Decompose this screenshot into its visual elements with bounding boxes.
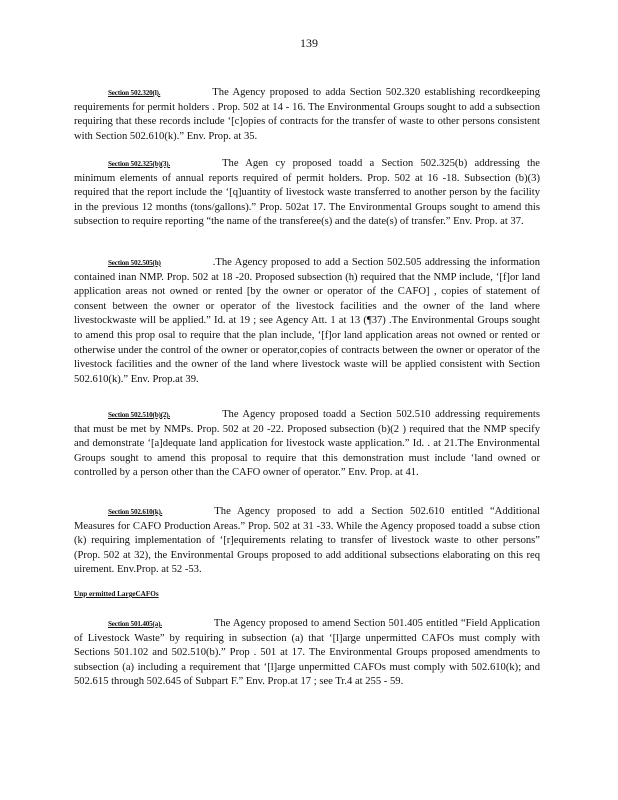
section-heading: Section 502.610(k). — [108, 508, 163, 516]
subsection-heading: Unp ermitted LargeCAFOs — [74, 590, 159, 598]
section-heading: Section 502.325(b)(3). — [108, 160, 171, 168]
paragraph-section-502-510 — [74, 408, 540, 481]
paragraph-section-502-320 — [74, 86, 540, 144]
paragraph-section-502-505 — [74, 256, 540, 387]
paragraph-text: The Agen cy proposed toadd a Section 502.325(b) addressing the minimum elements of annual reports required of permit holders. Prop. 502 at 16 -18. Subsection (b)(3) required that the report include the ‘[q]uantity of livestock waste transferred to another person by the facility in the previous 12 months (tons/gallons).” Prop. 502at 17. The Environmental Groups sought to amend this subsection to require reporting “the name of the transferee(s) and the date(s) of transfer.” Env. Prop. at 37. — [74, 158, 540, 228]
paragraph-text: The Agency proposed toadd a Section 502.510 addressing requirements that must be met by NMPs. Prop. 502 at 20 -22. Proposed subsection (b)(2 ) required that the NMP specify and demonstrate ‘[a]dequate land application for livestock waste application.” Id. . at 21.The Environmental Groups sought to amend this proposal to require that this demonstration must include ‘land owned or controlled by a person other than the CAFO owner of operator.” Env. Prop. at 41. — [74, 409, 540, 479]
section-heading: Section 502.510(b)(2). — [108, 411, 171, 419]
paragraph-text: The Agency proposed to adda Section 502.320 establishing recordkeeping requirements for permit holders . Prop. 502 at 14 - 16. The Environmental Groups sought to add a subsection requiring that these records include ‘[c]opies of contracts for the transfer of waste to other persons consistent with Section 502.610(k).” Env. Prop. at 35. — [74, 87, 540, 142]
section-heading: Section 502.320(l). — [108, 89, 161, 97]
page-number: 139 — [300, 36, 318, 50]
paragraph-text: The Agency proposed to amend Section 501.405 entitled “Field Application of Livestock Waste” by requiring in subsection (a) that ‘[l]arge unpermitted CAFOs must comply with Sections 501.102 and 502.510(b).” Prop . 501 at 17. The Environmental Groups proposed amendments to subsection (a) including a requirement that ‘[l]arge unpermitted CAFOs must comply with 502.610(k); and 502.615 through 502.645 of Subpart F.” Env. Prop.at 17 ; see Tr.4 at 255 - 59. — [74, 618, 540, 688]
section-heading: Section 501.405(a). — [108, 620, 162, 628]
paragraph-section-502-610 — [74, 505, 540, 578]
paragraph-section-501-405 — [74, 617, 540, 690]
paragraph-section-502-325 — [74, 157, 540, 230]
paragraph-text: .The Agency proposed to add a Section 502.505 addressing the information contained inan NMP. Prop. 502 at 18 -20. Proposed subsection (h) required that the NMP include, ‘[f]or land application areas not owned or rented [by the owner or operator of the CAFO] , copies of statement of consent between the owner or operator of the livestock facilities and the owner of the land where livestockwaste will be applied.” Id. at 19 ; see Agency Att. 1 at 13 (¶37) .The Environmental Groups sought to amend this prop osal to require that the plan include, ‘[f]or land application areas not owned or rented or otherwise under the control of the owner or operator,copies of contracts between the owner or operator of the livestock facilities and the owner of the land where livestock waste will be applied consistent with Section 502.610(k).” Env. Prop.at 39. — [74, 257, 540, 385]
paragraph-text: The Agency proposed to add a Section 502.610 entitled “Additional Measures for CAFO Production Areas.” Prop. 502 at 31 -33. While the Agency proposed toadd a subse ction (k) requiring implementation of ‘[r]equirements relating to transfer of livestock waste to other persons” (Prop. 502 at 32), the Environmental Groups proposed to add additional subsections elaborating on this req uirement. Env.Prop. at 52 -53. — [74, 506, 540, 576]
section-heading: Section 502.505(h) — [108, 259, 161, 267]
